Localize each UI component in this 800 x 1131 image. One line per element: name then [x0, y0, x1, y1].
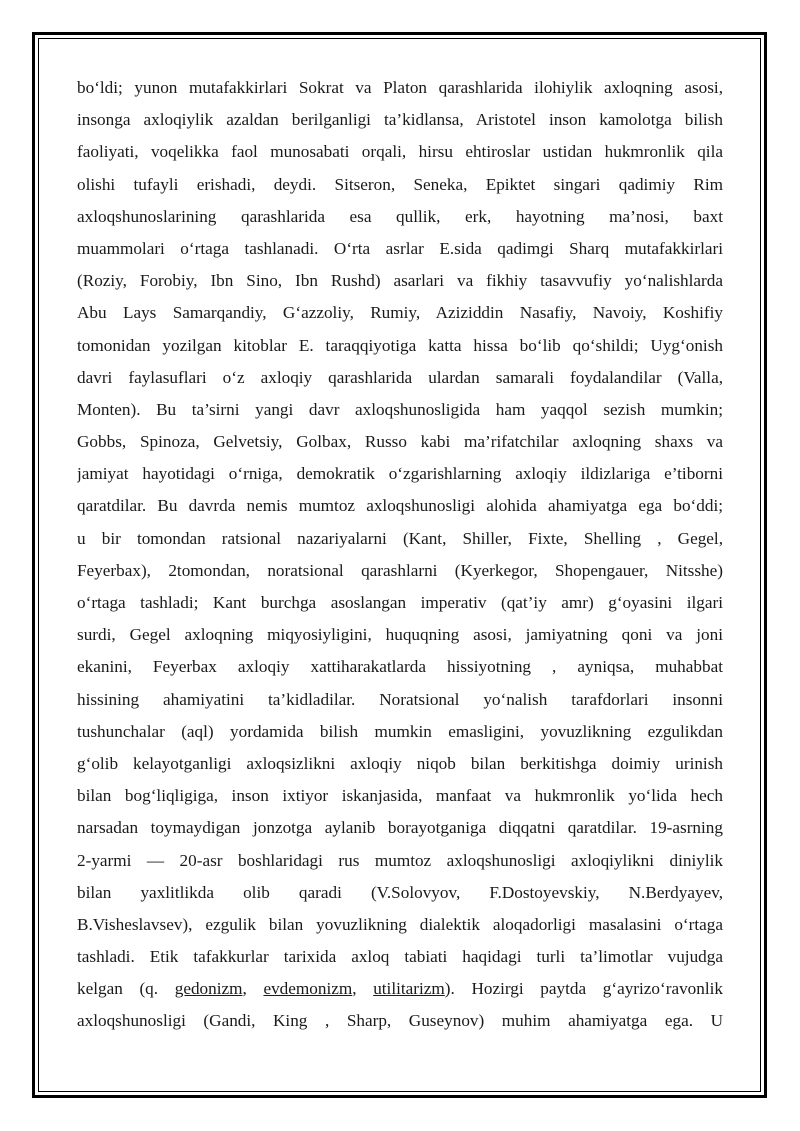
- text-line: narsadan toymaydigan jonzotga aylanib borayotganiga diqqatni qaratdilar. 19-asrning: [77, 818, 723, 838]
- text-line: Gobbs, Spinoza, Gelvetsiy, Golbax, Russo kabi ma’rifatchilar axloqning shaxs va: [77, 432, 723, 452]
- line-prefix: kelgan (q.: [77, 979, 175, 999]
- text-line: g‘olib kelayotganligi axloqsizlikni axloqiy niqob bilan berkitishga doimiy urinish: [77, 753, 723, 773]
- text-line: surdi, Gegel axloqning miqyosiyligini, huquqning asosi, jamiyatning qoni va joni: [77, 625, 723, 645]
- text-line: bo‘ldi; yunon mutafakkirlari Sokrat va Platon qarashlarida ilohiylik axloqning asosi,: [77, 78, 723, 97]
- text-line: olishi tufayli erishadi, deydi. Sitseron, Seneka, Epiktet singari qadimiy Rim: [77, 174, 723, 194]
- text-line: o‘rtaga tashladi; Kant burchga asoslangan imperativ (qat’iy amr) g‘oyasini ilgari: [77, 593, 723, 612]
- text-line: (Roziy, Forobiy, Ibn Sino, Ibn Rushd) asarlari va fikhiy tasavvufiy yo‘nalishlarda: [77, 271, 723, 291]
- text-line: bilan bog‘liqligiga, inson ixtiyor iskanjasida, manfaat va hukmronlik yo‘lida hech: [77, 786, 723, 806]
- text-line: 2-yarmi — 20-asr boshlaridagi rus mumtoz axloqshunosligi axloqiylikni diniylik: [77, 850, 723, 870]
- text-line: insonga axloqiylik azaldan berilganligi ta’kidlansa, Aristotel inson kamolotga bilish: [77, 110, 723, 130]
- link-utilitarizm[interactable]: utilitarizm: [373, 979, 445, 999]
- text-line: davri faylasuflari o‘z axloqiy qarashlarida ulardan samarali foydalandilar (Valla,: [77, 367, 723, 387]
- line-suffix: ). Hozirgi paytda g‘ayrizo‘ravonlik: [444, 979, 723, 999]
- text-line: Abu Lays Samarqandiy, G‘azzoliy, Rumiy, Aziziddin Nasafiy, Navoiy, Koshifiy: [77, 303, 723, 323]
- text-line: Feyerbax), 2tomondan, noratsional qarashlarni (Kyerkegor, Shopengauer, Nitsshe): [77, 560, 723, 580]
- text-line: tushunchalar (aql) yordamida bilish mumkin emasligini, yovuzlikning ezgulikdan: [77, 721, 723, 741]
- text-line: faoliyati, voqelikka faol munosabati orqali, hirsu ehtiroslar ustidan hukmronlik qila: [77, 142, 723, 162]
- text-line: tashladi. Etik tafakkurlar tarixida axloq tabiati haqidagi turli ta’limotlar vujudga: [77, 947, 723, 967]
- link-separator: ,: [242, 979, 264, 999]
- text-line: Monten). Bu ta’sirni yangi davr axloqshunosligida ham yaqqol sezish mumkin;: [77, 399, 723, 419]
- text-line: axloqshunoslarining qarashlarida esa qullik, erk, hayotning ma’nosi, baxt: [77, 206, 723, 226]
- text-line-with-links: [77, 973, 723, 1005]
- text-line: tomonidan yozilgan kitoblar E. taraqqiyotiga katta hissa bo‘lib qo‘shildi; Uyg‘onish: [77, 335, 723, 355]
- text-line: muammolari o‘rtaga tashlanadi. O‘rta asrlar E.sida qadimgi Sharq mutafakkirlari: [77, 238, 723, 258]
- text-line: jamiyat hayotidagi o‘rniga, demokratik o‘zgarishlarning axloqiy ildizlariga e’tiborni: [77, 464, 723, 484]
- text-line: u bir tomondan ratsional nazariyalarni (Kant, Shiller, Fixte, Shelling , Gegel,: [77, 528, 723, 548]
- link-evdemonizm[interactable]: evdemonizm: [263, 979, 353, 999]
- link-separator: ,: [352, 979, 374, 999]
- text-line: bilan yaxlitlikda olib qaradi (V.Solovyov, F.Dostoyevskiy, N.Berdyayev,: [77, 882, 723, 902]
- text-line: hissining ahamiyatini ta’kidladilar. Noratsional yo‘nalish tarafdorlari insonni: [77, 689, 723, 709]
- document-body: [77, 72, 723, 1038]
- link-gedonizm[interactable]: gedonizm: [174, 979, 243, 999]
- text-line: axloqshunosligi (Gandi, King , Sharp, Guseynov) muhim ahamiyatga ega. U: [77, 1011, 723, 1031]
- text-line: qaratdilar. Bu davrda nemis mumtoz axloqshunosligi alohida ahamiyatga ega bo‘ddi;: [77, 496, 723, 516]
- text-line: B.Visheslavsev), ezgulik bilan yovuzlikning dialektik aloqadorligi masalasini o‘rtaga: [77, 914, 723, 934]
- text-line: ekanini, Feyerbax axloqiy xattiharakatlarda hissiyotning , ayniqsa, muhabbat: [77, 657, 723, 677]
